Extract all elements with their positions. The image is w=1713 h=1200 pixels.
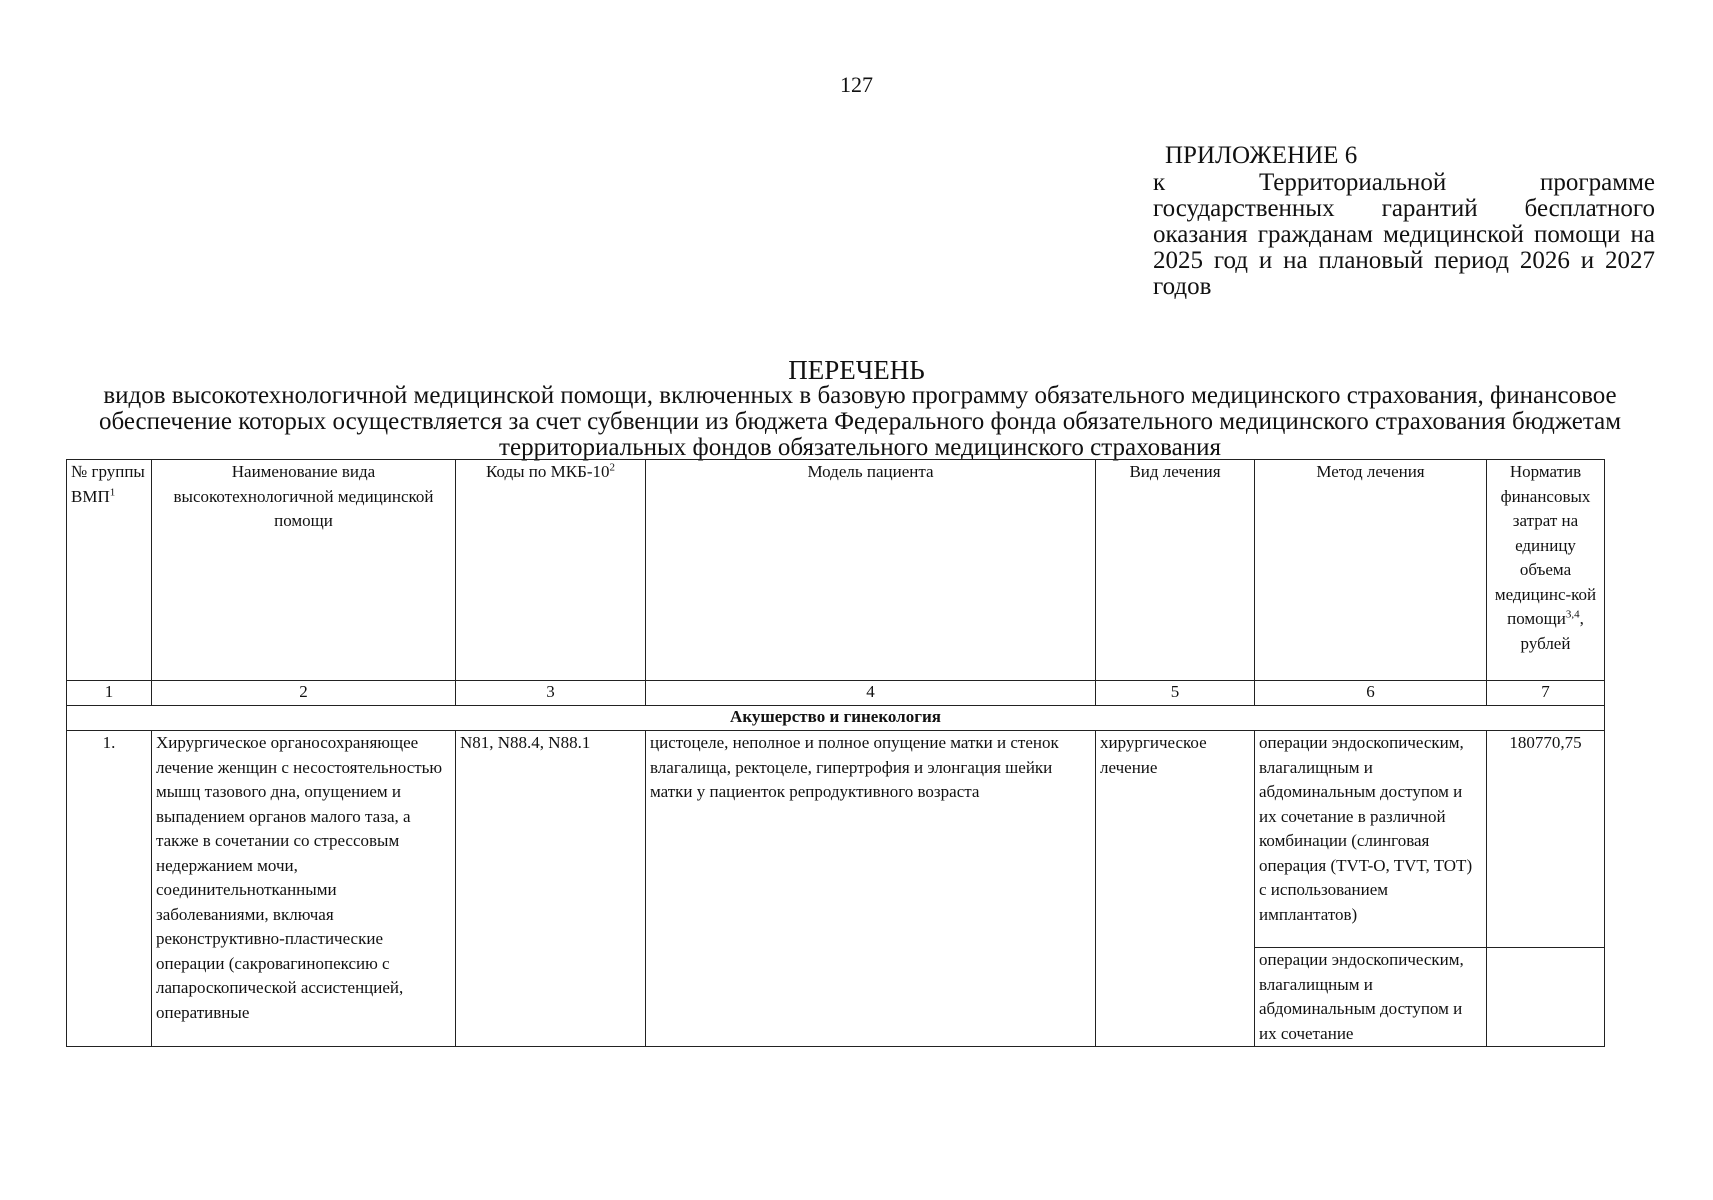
header-codes-footnote: 2 (609, 461, 616, 474)
column-number: 3 (456, 681, 646, 706)
list-title: ПЕРЕЧЕНЬ (788, 355, 925, 385)
row-kind: хирургическое лечение (1096, 731, 1255, 1047)
row-model: цистоцеле, неполное и полное опущение матки и стенок влагалища, ректоцеле, гипертрофия и элонгация шейки матки у пациенток репродуктивного возраста (646, 731, 1096, 1047)
column-number: 7 (1487, 681, 1605, 706)
section-row (67, 706, 1605, 731)
row-number: 1. (67, 731, 152, 1047)
page-number: 127 (840, 72, 873, 97)
column-number: 4 (646, 681, 1096, 706)
header-group-text: № группы ВМП (71, 462, 145, 506)
table-row (67, 731, 1605, 948)
vmp-table (66, 459, 1605, 1047)
column-number: 5 (1096, 681, 1255, 706)
header-kind: Вид лечения (1096, 460, 1255, 681)
header-norm-unit: , рублей (1520, 609, 1584, 653)
header-norm (1487, 460, 1605, 681)
appendix-text: к Территориальной программе государственных гарантий бесплатного оказания гражданам медицинской помощи на 2025 год и на плановый период 2026 и 2027 годов (1153, 169, 1655, 300)
row-name: Хирургическое органосохраняющее лечение женщин с несостоятельностью мышц тазового дна, опущением и выпадением органов малого таза, а также в сочетании со стрессовым недержанием мочи, соединительнотканными заболеваниями, включая реконструктивно-пластические операции (сакровагинопексию с лапароскопической ассистенцией, оперативные (152, 731, 456, 1047)
header-name: Наименование вида высокотехнологичной медицинской помощи (152, 460, 456, 681)
column-number: 6 (1255, 681, 1487, 706)
list-subtitle: видов высокотехнологичной медицинской помощи, включенных в базовую программу обязательного медицинского страхования, финансовое обеспечение которых осуществляется за счет субвенции из бюджета Федерального фонда обязательного медицинского страхования бюджетам территориальных фондов обязательного медицинского страхования (98, 382, 1622, 461)
header-codes (456, 460, 646, 681)
header-norm-footnote: 3,4 (1565, 608, 1580, 621)
row-norm: 180770,75 (1487, 731, 1605, 948)
appendix-title: ПРИЛОЖЕНИЕ 6 (1165, 142, 1358, 169)
appendix-block (1153, 143, 1655, 300)
column-number-row (67, 681, 1605, 706)
row-norm-empty (1487, 948, 1605, 1047)
header-norm-text: Норматив финансовых затрат на единицу объема медицинс-кой помощи (1494, 462, 1597, 628)
header-model: Модель пациента (646, 460, 1096, 681)
header-group-footnote: 1 (109, 485, 116, 498)
header-row (67, 460, 1605, 681)
header-method: Метод лечения (1255, 460, 1487, 681)
column-number: 2 (152, 681, 456, 706)
section-title: Акушерство и гинекология (67, 706, 1605, 731)
row-method-1: операции эндоскопическим, влагалищным и абдоминальным доступом и их сочетание в различной комбинации (слинговая операция (TVT-O, TVT, TOT) с использованием имплантатов) (1255, 731, 1487, 948)
row-codes: N81, N88.4, N88.1 (456, 731, 646, 1047)
row-method-2: операции эндоскопическим, влагалищным и абдоминальным доступом и их сочетание (1255, 948, 1487, 1047)
header-group (67, 460, 152, 681)
column-number: 1 (67, 681, 152, 706)
header-codes-text: Коды по МКБ-10 (485, 462, 610, 481)
